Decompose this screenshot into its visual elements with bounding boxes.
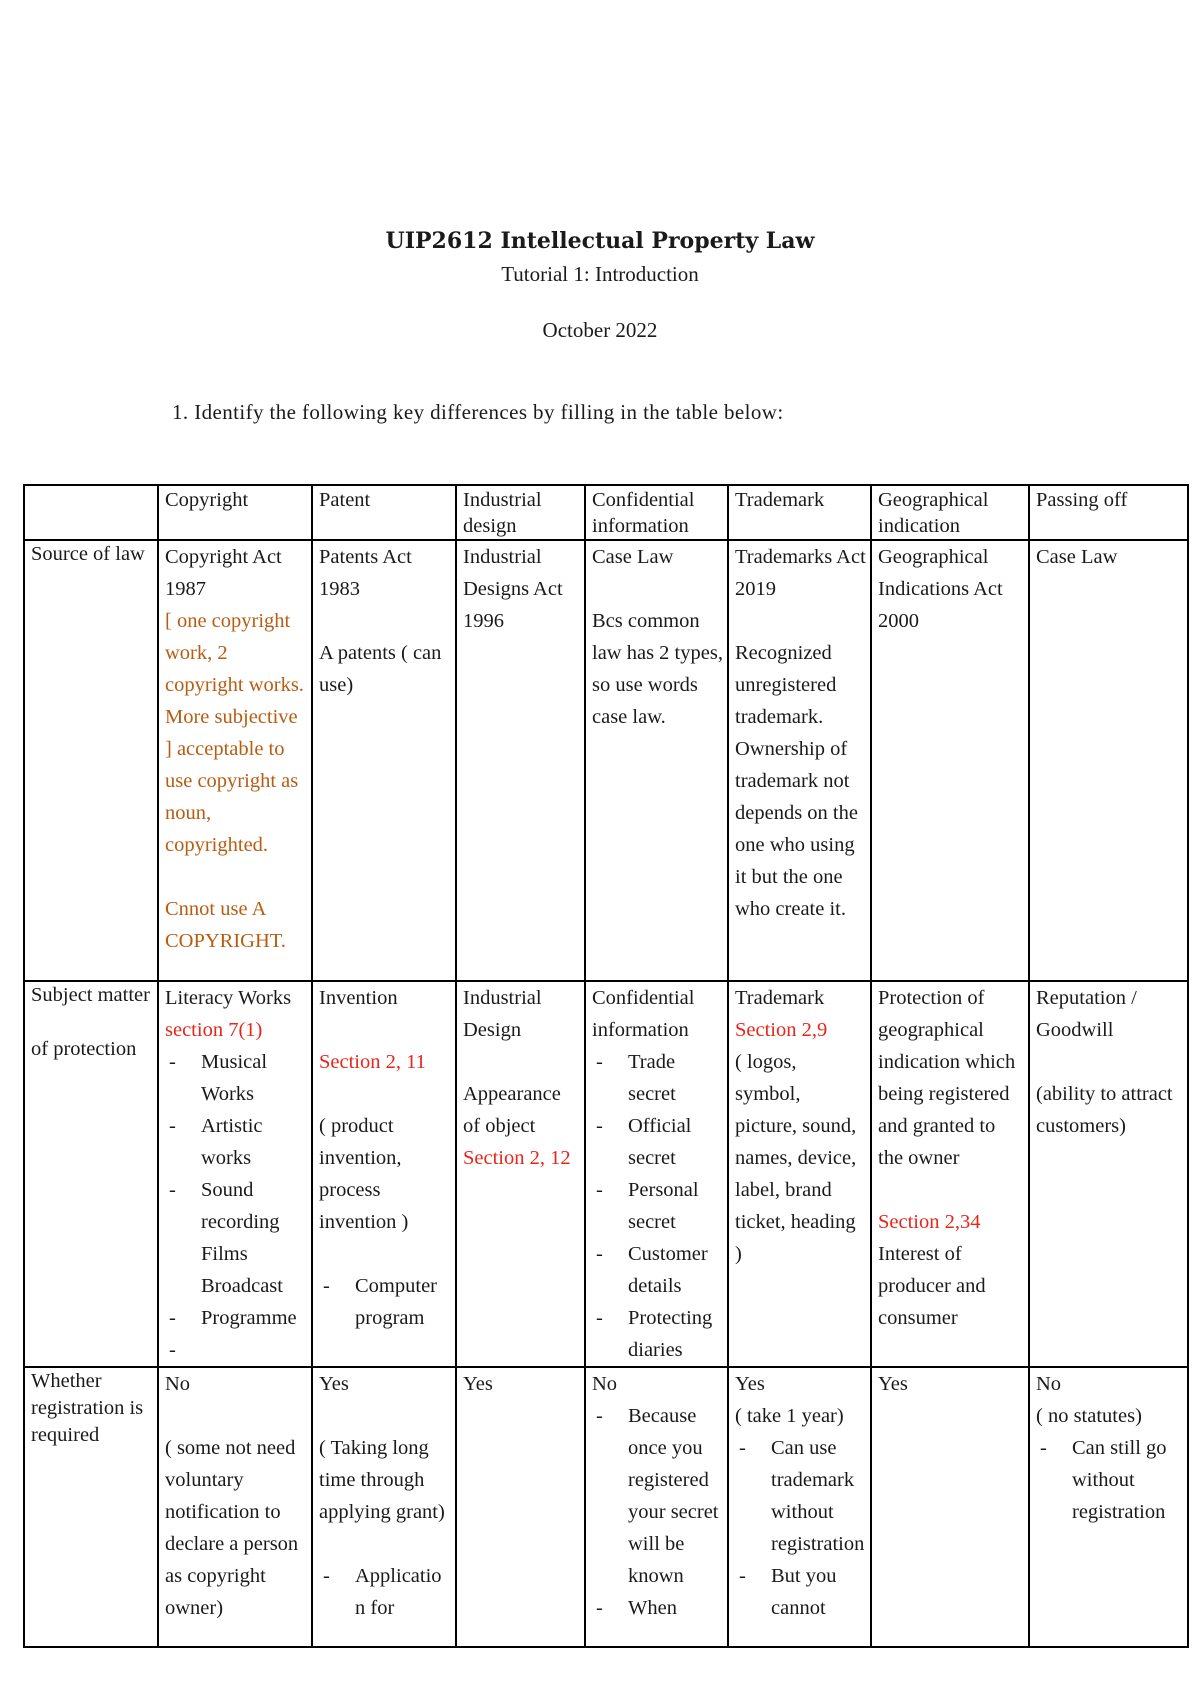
passing-registration-note: ( no statutes) <box>1036 1405 1142 1427</box>
geo-subject-main: Protection of geographical indication which being registered and granted to the owner <box>878 987 1016 1169</box>
subject-label-line1: Subject matter <box>31 984 150 1006</box>
page-date: October 2022 <box>542 318 658 342</box>
header-industrial-design: Industrial design <box>456 485 585 540</box>
geo-registration-answer: Yes <box>878 1373 908 1395</box>
industrial-act: Industrial Designs Act 1996 <box>463 546 563 632</box>
trademark-registration-note: ( take 1 year) <box>735 1405 844 1427</box>
cell-trademark-subject <box>728 981 871 1367</box>
comparison-table <box>23 484 1189 1648</box>
cell-industrial-subject <box>456 981 585 1367</box>
header-trademark: Trademark <box>728 485 871 540</box>
industrial-subject-main: Industrial Design <box>463 987 542 1041</box>
industrial-section-ref: Section 2, 12 <box>463 1147 571 1169</box>
list-item: - Personal secret <box>592 1174 723 1238</box>
cell-geo-source <box>871 540 1029 981</box>
header-geographical-indication: Geographical indication <box>871 485 1029 540</box>
geo-act: Geographical Indications Act 2000 <box>878 546 1003 632</box>
list-item: - Sound recording Films Broadcast <box>165 1174 307 1302</box>
header-patent: Patent <box>312 485 456 540</box>
list-item: - Artistic works <box>165 1110 307 1174</box>
cell-geo-registration <box>871 1367 1029 1647</box>
page-subtitle: Tutorial 1: Introduction <box>501 262 699 286</box>
patent-subject-main: Invention <box>319 987 398 1009</box>
cell-passing-subject <box>1029 981 1188 1367</box>
copyright-registration-note: ( some not need voluntary notification to declare a person as copyright owner) <box>165 1437 299 1619</box>
confidential-law: Case Law <box>592 546 674 568</box>
copyright-usage-note: [ one copyright work, 2 copyright works. More subjective ] acceptable to use copyright as noun, copyrighted. <box>165 610 304 856</box>
cell-copyright-registration <box>158 1367 312 1647</box>
cell-patent-registration <box>312 1367 456 1647</box>
copyright-registration-answer: No <box>165 1373 191 1395</box>
cell-patent-subject <box>312 981 456 1367</box>
cell-confidential-subject <box>585 981 728 1367</box>
subject-label-line2: of protection <box>31 1038 137 1060</box>
cell-geo-subject <box>871 981 1029 1367</box>
cell-confidential-source <box>585 540 728 981</box>
header-confidential-information: Confidential information <box>585 485 728 540</box>
confidential-subject-list <box>592 1046 723 1366</box>
trademark-law-note: Recognized unregistered trademark. Ownership of trademark not depends on the one who using it but the one who create it. <box>735 642 858 920</box>
trademark-subject-note: ( logos, symbol, picture, sound, names, device, label, brand ticket, heading ) <box>735 1051 857 1265</box>
passing-law: Case Law <box>1036 546 1118 568</box>
cell-copyright-source <box>158 540 312 981</box>
list-item: - Can use trademark without registration <box>735 1432 866 1560</box>
row-label-registration: Whether registration is required <box>24 1367 158 1647</box>
cell-trademark-registration <box>728 1367 871 1647</box>
page-title: UIP2612 Intellectual Property Law <box>385 228 815 254</box>
trademark-registration-answer: Yes <box>735 1373 765 1395</box>
list-item: - Trade secret <box>592 1046 723 1110</box>
industrial-subject-note: Appearance of object <box>463 1083 561 1137</box>
confidential-subject-main: Confidential information <box>592 987 695 1041</box>
passing-registration-list <box>1036 1432 1183 1528</box>
passing-subject-main: Reputation / Goodwill <box>1036 987 1137 1041</box>
question-text: 1. Identify the following key differences by filling in the table below: <box>172 400 784 424</box>
patent-act: Patents Act 1983 <box>319 546 412 600</box>
confidential-law-note: Bcs common law has 2 types, so use words case law. <box>592 610 723 728</box>
patent-subject-list <box>319 1270 451 1334</box>
cell-confidential-registration <box>585 1367 728 1647</box>
copyright-act: Copyright Act 1987 <box>165 546 282 600</box>
list-item <box>165 1334 307 1358</box>
table-row-subject-matter <box>24 981 1188 1367</box>
patent-registration-answer: Yes <box>319 1373 349 1395</box>
passing-registration-answer: No <box>1036 1373 1062 1395</box>
list-item: - Customer details <box>592 1238 723 1302</box>
header-passing-off: Passing off <box>1029 485 1188 540</box>
cell-trademark-source <box>728 540 871 981</box>
patent-registration-list <box>319 1560 451 1624</box>
cell-copyright-subject <box>158 981 312 1367</box>
confidential-registration-list <box>592 1400 723 1624</box>
row-label-subject-matter <box>24 981 158 1367</box>
list-item: - Computer program <box>319 1270 451 1334</box>
cell-passing-registration <box>1029 1367 1188 1647</box>
cell-passing-source <box>1029 540 1188 981</box>
geo-section-ref: Section 2,34 <box>878 1211 981 1233</box>
list-item: - Can still go without registration <box>1036 1432 1183 1528</box>
geo-subject-note: Interest of producer and consumer <box>878 1243 986 1329</box>
list-item: - Application for <box>319 1560 451 1624</box>
table-row-source-of-law <box>24 540 1188 981</box>
trademark-section-ref: Section 2,9 <box>735 1019 828 1041</box>
copyright-subject-main: Literacy Works <box>165 987 292 1009</box>
table-row-registration <box>24 1367 1188 1647</box>
copyright-section-ref: section 7(1) <box>165 1019 263 1041</box>
passing-subject-note: (ability to attract customers) <box>1036 1083 1173 1137</box>
list-item: - Because once you registered your secret will be known <box>592 1400 723 1592</box>
patent-registration-note: ( Taking long time through applying grant) <box>319 1437 445 1523</box>
row-label-source-of-law: Source of law <box>24 540 158 981</box>
trademark-subject-main: Trademark <box>735 987 825 1009</box>
list-item: - Protecting diaries <box>592 1302 723 1366</box>
copyright-usage-warning: Cnnot use A COPYRIGHT. <box>165 898 286 952</box>
patent-usage-note: A patents ( can use) <box>319 642 442 696</box>
list-item: - Official secret <box>592 1110 723 1174</box>
header-copyright: Copyright <box>158 485 312 540</box>
industrial-registration-answer: Yes <box>463 1373 493 1395</box>
patent-section-ref: Section 2, 11 <box>319 1051 426 1073</box>
header-empty <box>24 485 158 540</box>
table-header-row <box>24 485 1188 540</box>
copyright-subject-list <box>165 1046 307 1358</box>
list-item: - Musical Works <box>165 1046 307 1110</box>
cell-industrial-source <box>456 540 585 981</box>
patent-subject-note: ( product invention, process invention ) <box>319 1115 409 1233</box>
list-item: - But you cannot <box>735 1560 866 1624</box>
cell-industrial-registration <box>456 1367 585 1647</box>
list-item: - When <box>592 1592 723 1624</box>
list-item: - Programme <box>165 1302 307 1334</box>
trademark-act: Trademarks Act 2019 <box>735 546 866 600</box>
trademark-registration-list <box>735 1432 866 1624</box>
cell-patent-source <box>312 540 456 981</box>
confidential-registration-answer: No <box>592 1373 618 1395</box>
